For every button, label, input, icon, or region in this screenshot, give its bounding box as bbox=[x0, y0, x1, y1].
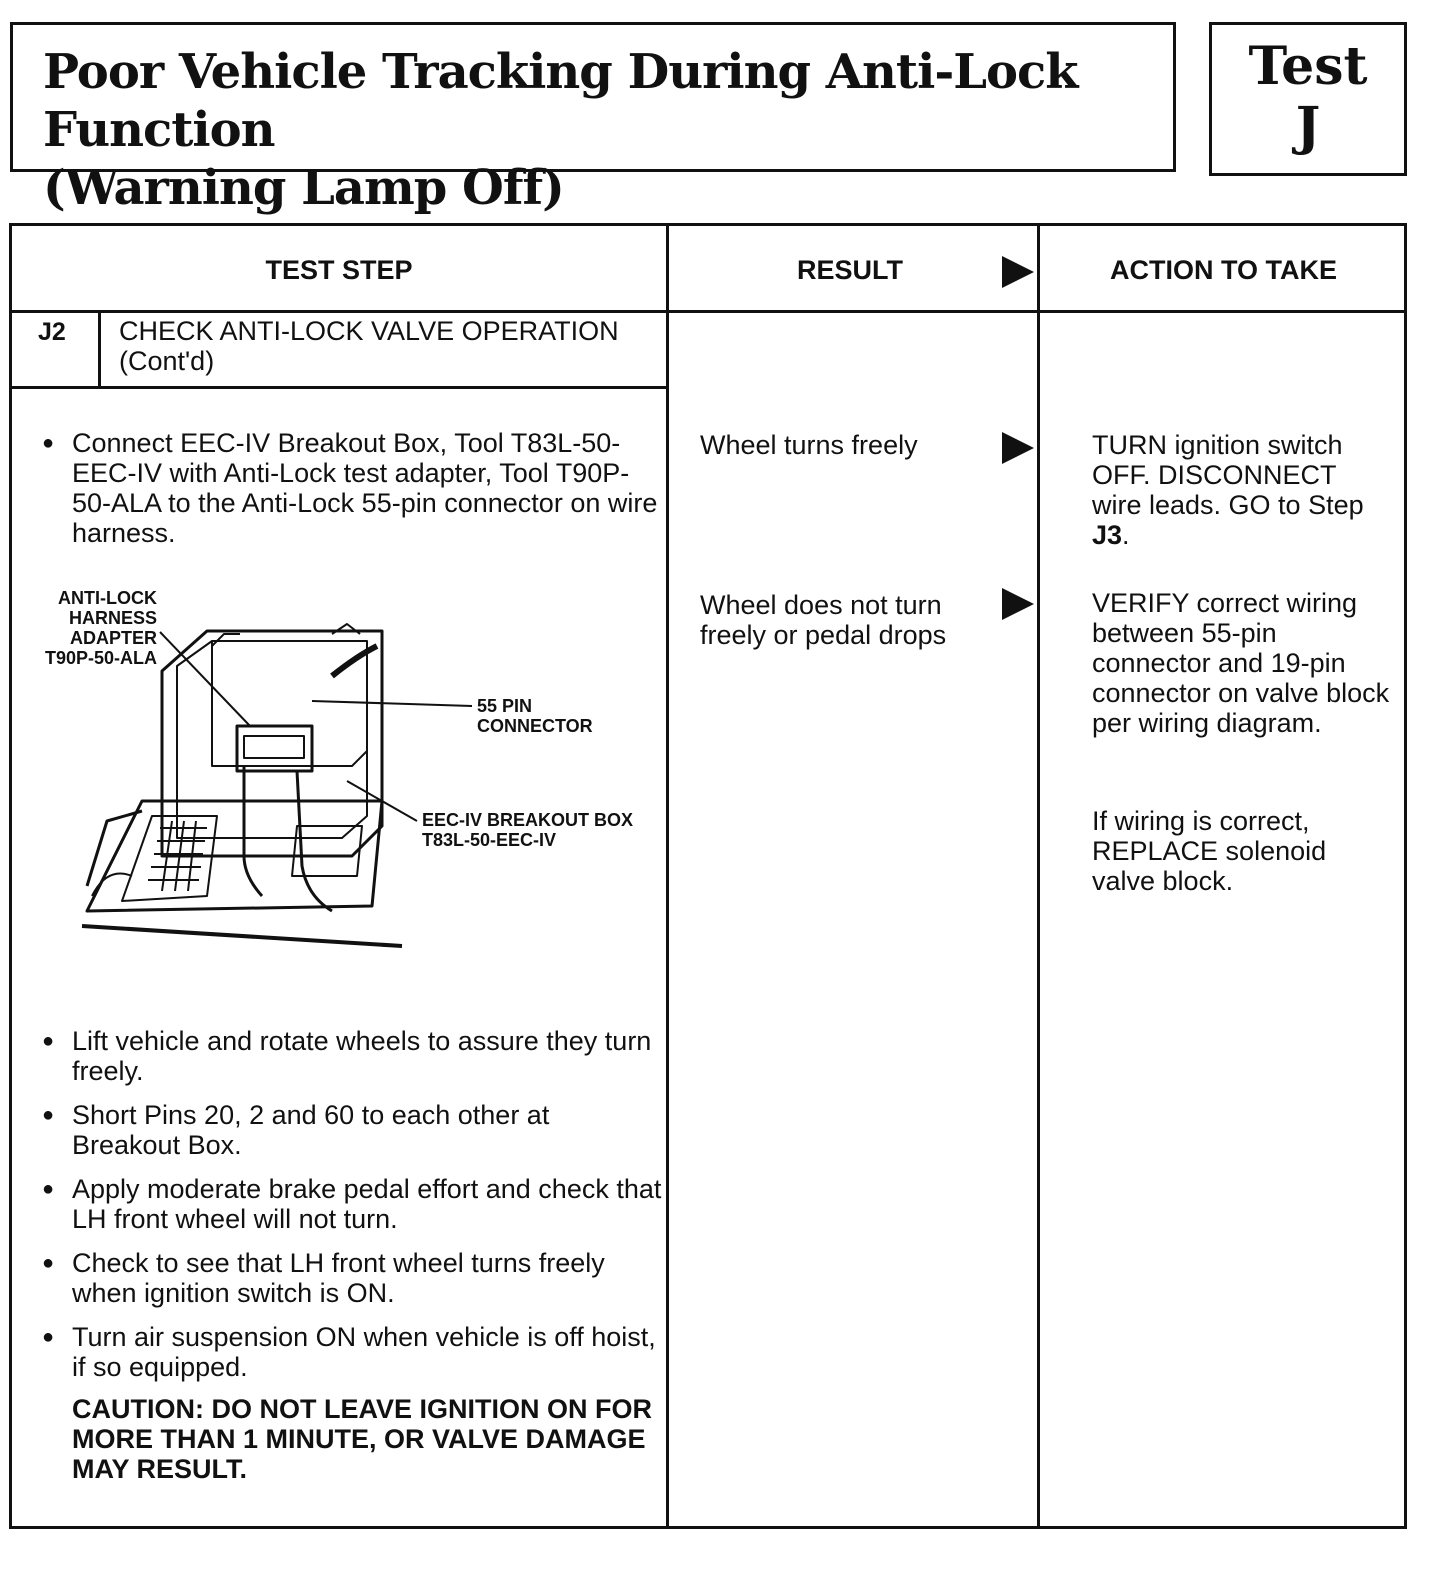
label-adapter-line-2: HARNESS bbox=[68, 608, 157, 628]
step-title-line-2: (Cont'd) bbox=[119, 346, 215, 376]
test-id-box bbox=[1209, 22, 1407, 176]
result-wheel-does-not-turn: Wheel does not turn freely or pedal drops bbox=[700, 590, 947, 650]
column-header-action: ACTION TO TAKE bbox=[1110, 255, 1337, 285]
action-1-text: TURN ignition switch OFF. DISCONNECT wire leads. GO to Step bbox=[1092, 430, 1364, 520]
diagnostic-table bbox=[9, 223, 1407, 1529]
title-box bbox=[10, 22, 1176, 216]
action-1-end: . bbox=[1122, 520, 1130, 550]
step-id-divider bbox=[98, 313, 101, 388]
label-box-line-2: T83L-50-EEC-IV bbox=[422, 830, 557, 850]
breakout-box-figure bbox=[12, 576, 666, 976]
label-pin-line-2: CONNECTOR bbox=[477, 716, 593, 736]
title-line-2: (Warning Lamp Off) bbox=[43, 160, 564, 216]
action-replace-valve-block: If wiring is correct, REPLACE solenoid valve block. bbox=[1092, 806, 1327, 896]
label-adapter-line-4: T90P-50-ALA bbox=[44, 648, 157, 668]
column-header-result: RESULT bbox=[797, 255, 903, 285]
header-arrow-icon bbox=[1002, 256, 1034, 288]
result-arrow-icon bbox=[1002, 432, 1034, 464]
step-header-divider bbox=[12, 386, 666, 389]
instruction-item: ● Short Pins 20, 2 and 60 to each other at Breakout Box. bbox=[42, 1100, 662, 1160]
divider-col-2 bbox=[1037, 226, 1040, 1526]
column-header-test-step: TEST STEP bbox=[265, 255, 413, 285]
test-label: Test bbox=[1248, 36, 1368, 97]
leader-lines bbox=[160, 632, 472, 821]
label-box-line-1: EEC-IV BREAKOUT BOX bbox=[422, 810, 634, 830]
step-id: J2 bbox=[38, 318, 66, 346]
caution-note: CAUTION: DO NOT LEAVE IGNITION ON FOR MORE THAN 1 MINUTE, OR VALVE DAMAGE MAY RESULT. bbox=[72, 1394, 652, 1484]
instruction-connect-breakout: ● Connect EEC-IV Breakout Box, Tool T83L-50-EEC-IV with Anti-Lock test adapter, Tool T90P-50-ALA to the Anti-Lock 55-pin connector on wire harness. bbox=[42, 428, 662, 548]
instruction-item: ● Lift vehicle and rotate wheels to assure they turn freely. bbox=[42, 1026, 662, 1086]
action-1-step-ref: J3 bbox=[1092, 520, 1123, 550]
instruction-item: ● Turn air suspension ON when vehicle is off hoist, if so equipped. bbox=[42, 1322, 662, 1382]
page-title bbox=[43, 43, 1163, 217]
label-pin-line-1: 55 PIN bbox=[477, 696, 533, 716]
instruction-list bbox=[42, 1026, 662, 1396]
action-turn-ignition-off bbox=[1092, 430, 1392, 550]
label-adapter-line-1: ANTI-LOCK bbox=[58, 588, 157, 608]
result-wheel-turns-freely: Wheel turns freely bbox=[700, 430, 918, 460]
first-instruction-list bbox=[42, 428, 662, 562]
label-adapter-line-3: ADAPTER bbox=[69, 628, 157, 648]
action-verify-wiring: VERIFY correct wiring between 55-pin connector and 19-pin connector on valve block per wiring diagram. bbox=[1092, 588, 1390, 738]
test-letter: J bbox=[1295, 96, 1321, 157]
result-arrow-icon bbox=[1002, 588, 1034, 620]
breakout-box-illustration bbox=[12, 576, 666, 976]
instruction-item: ● Check to see that LH front wheel turns freely when ignition switch is ON. bbox=[42, 1248, 662, 1308]
title-line-1: Poor Vehicle Tracking During Anti-Lock Function bbox=[43, 44, 1078, 158]
divider-col-1 bbox=[666, 226, 669, 1526]
step-title bbox=[119, 316, 659, 376]
step-title-line-1: CHECK ANTI-LOCK VALVE OPERATION bbox=[119, 316, 619, 346]
instruction-item: ● Apply moderate brake pedal effort and check that LH front wheel will not turn. bbox=[42, 1174, 662, 1234]
